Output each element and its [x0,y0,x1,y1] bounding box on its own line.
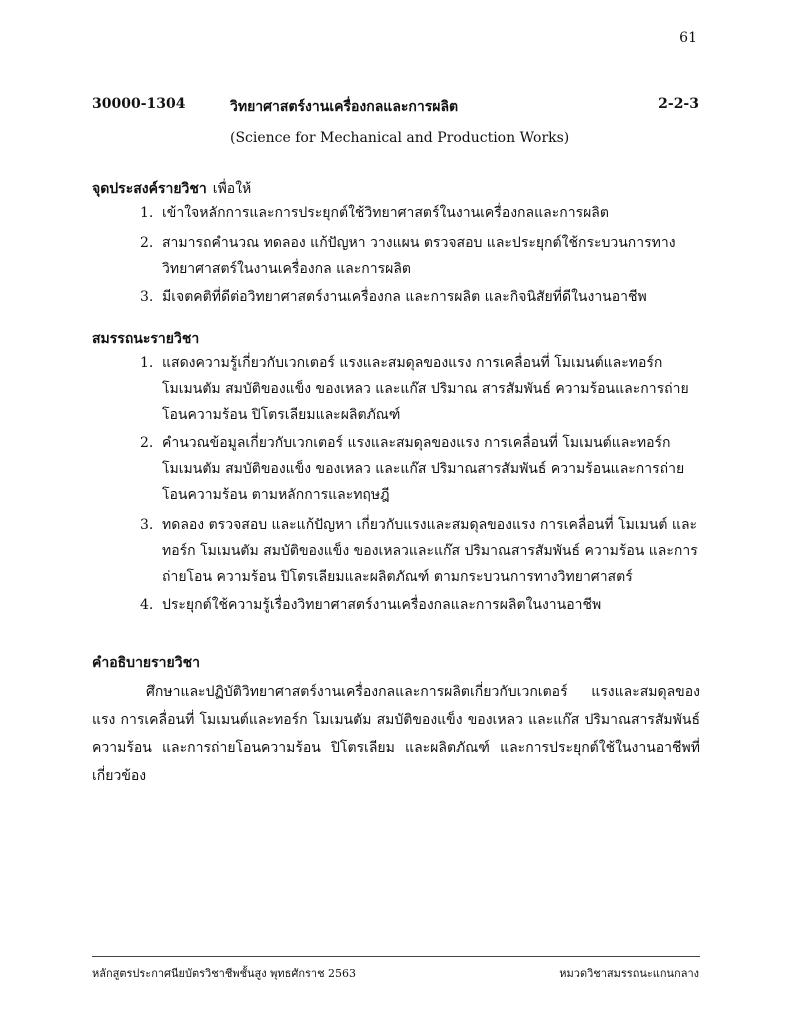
competencies-heading-text: สมรรถนะรายวิชา [92,331,200,347]
competency-text: แสดงความรู้เกี่ยวกับเวกเตอร์ แรงและสมดุลของแรง การเคลื่อนที่ โมเมนต์และทอร์ก โมเมนตัม สมบัติของแข็ง ของเหลว และแก๊ส ปริมาณ สารสัมพันธ์ ความร้อนและการถ่ายโอนความร้อน ปิโตรเลียมและผลิตภัณฑ์ [162,355,689,423]
course-title: วิทยาศาสตร์งานเครื่องกลและการผลิต [230,99,459,115]
footer-divider [92,956,700,957]
objectives-heading-suffix: เพื่อให้ [212,181,252,197]
competency-text: ประยุกต์ใช้ความรู้เรื่องวิทยาศาสตร์งานเครื่องกลและการผลิตในงานอาชีพ [162,597,602,613]
objective-number: 1. [140,205,154,221]
competency-number: 2. [140,435,154,451]
objectives-heading [92,178,251,200]
competency-item [140,512,700,590]
competency-text: ทดลอง ตรวจสอบ และแก้ปัญหา เกี่ยวกับแรงและสมดุลของแรง การเคลื่อนที่ โมเมนต์ และทอร์ก โมเมนตัม สมบัติของแข็ง ของเหลวและแก๊ส ปริมาณสารสัมพันธ์ ความร้อน และการถ่ายโอน ความร้อน ปิโตรเลียมและผลิตภัณฑ์ ตามกระบวนการทางวิทยาศาสตร์ [162,517,698,585]
course-credits: 2-2-3 [658,96,699,112]
competencies-heading [92,328,199,350]
objective-text: เข้าใจหลักการและการประยุกต์ใช้วิทยาศาสตร์ในงานเครื่องกลและการผลิต [162,205,609,221]
objective-item [140,284,700,310]
competency-number: 3. [140,517,154,533]
footer-curriculum: หลักสูตรประกาศนียบัตรวิชาชีพชั้นสูง พุทธศักราช 2563 [92,967,357,980]
competency-item [140,430,700,508]
competency-number: 4. [140,597,154,613]
objectives-heading-text: จุดประสงค์รายวิชา [92,181,207,197]
competency-number: 1. [140,355,154,371]
objective-item [140,230,700,282]
objective-text: สามารถคำนวณ ทดลอง แก้ปัญหา วางแผน ตรวจสอบ และประยุกต์ใช้กระบวนการทางวิทยาศาสตร์ในงานเครื่องกล และการผลิต [162,235,676,277]
course-code: 30000-1304 [92,96,186,112]
course-description: ศึกษาและปฏิบัติวิทยาศาสตร์งานเครื่องกลและการผลิตเกี่ยวกับเวกเตอร์ แรงและสมดุลของแรง การเคลื่อนที่ โมเมนต์และทอร์ก โมเมนตัม สมบัติของแข็ง ของเหลว และแก๊ส ปริมาณสารสัมพันธ์ ความร้อน และการถ่ายโอนความร้อน ปิโตรเลียม และผลิตภัณฑ์ และการประยุกต์ใช้ในงานอาชีพที่เกี่ยวข้อง [92,684,700,784]
objective-number: 3. [140,289,154,305]
competency-item [140,350,700,428]
description-heading-text: คำอธิบายรายวิชา [92,655,200,671]
objective-item [140,200,700,226]
course-header [92,96,699,116]
course-english-title: (Science for Mechanical and Production Works) [230,130,570,146]
objective-number: 2. [140,235,154,251]
page-number: 61 [679,30,697,46]
footer-category: หมวดวิชาสมรรถนะแกนกลาง [559,967,699,980]
competency-text: คำนวณข้อมูลเกี่ยวกับเวกเตอร์ แรงและสมดุลของแรง การเคลื่อนที่ โมเมนต์และทอร์กโมเมนตัม สมบัติของแข็ง ของเหลว และแก๊ส ปริมาณสารสัมพันธ์ ความร้อนและการถ่ายโอนความร้อน ตามหลักการและทฤษฎี [162,435,685,503]
competency-item [140,592,700,618]
objective-text: มีเจตคติที่ดีต่อวิทยาศาสตร์งานเครื่องกล และการผลิต และกิจนิสัยที่ดีในงานอาชีพ [162,289,647,305]
description-heading [92,652,200,674]
